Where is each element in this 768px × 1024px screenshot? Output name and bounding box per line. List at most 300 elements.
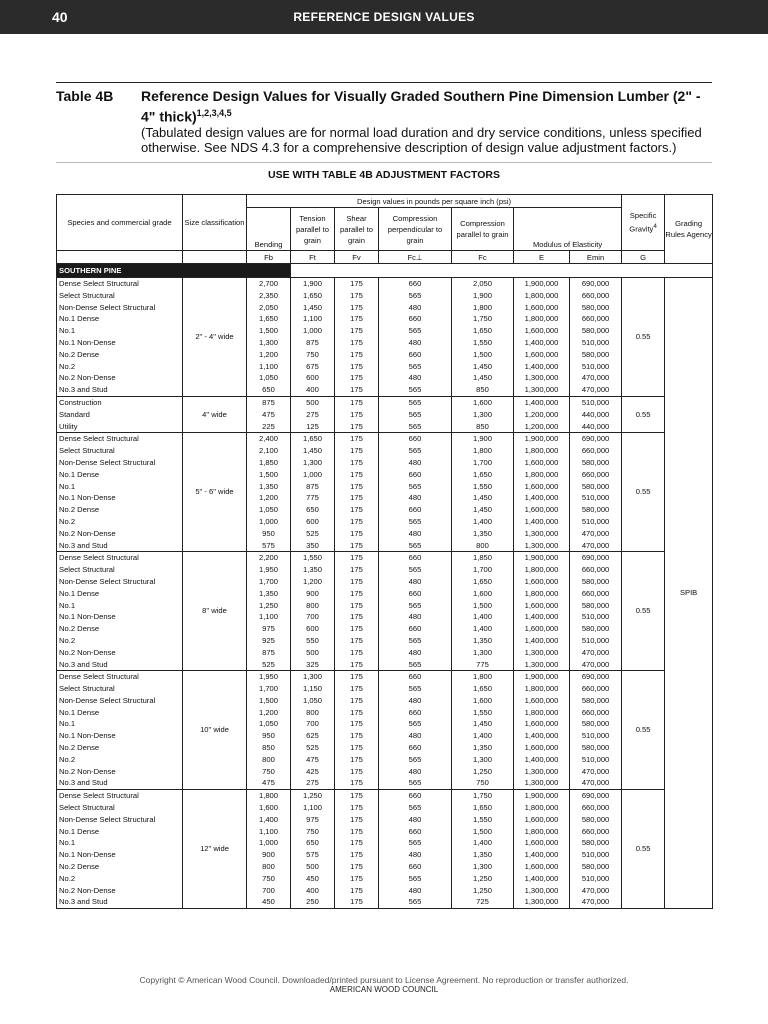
comp-par-value: 1,700 xyxy=(452,564,514,576)
table-row xyxy=(57,278,713,290)
moe-min-value: 510,000 xyxy=(570,361,622,373)
species-grade: No.2 Dense xyxy=(57,861,183,873)
tension-value: 775 xyxy=(291,492,335,504)
tension-value: 625 xyxy=(291,730,335,742)
species-grade: No.2 Non-Dense xyxy=(57,885,183,897)
moe-value: 1,600,000 xyxy=(514,325,570,337)
comp-perp-value: 660 xyxy=(379,433,452,445)
moe-value: 1,400,000 xyxy=(514,849,570,861)
bending-value: 950 xyxy=(247,528,291,540)
shear-value: 175 xyxy=(335,469,379,481)
shear-value: 175 xyxy=(335,576,379,588)
tension-value: 600 xyxy=(291,372,335,384)
comp-perp-value: 660 xyxy=(379,671,452,683)
col-symbol-blank xyxy=(183,251,247,264)
tension-value: 1,000 xyxy=(291,325,335,337)
moe-min-value: 470,000 xyxy=(570,896,622,908)
bending-value: 475 xyxy=(247,777,291,789)
comp-perp-value: 565 xyxy=(379,481,452,493)
comp-par-value: 1,300 xyxy=(452,647,514,659)
bending-value: 1,950 xyxy=(247,564,291,576)
comp-perp-value: 565 xyxy=(379,896,452,908)
col-header-design-values: Design values in pounds per square inch (psi) xyxy=(247,195,622,208)
species-grade: No.2 Non-Dense xyxy=(57,372,183,384)
moe-min-value: 470,000 xyxy=(570,647,622,659)
comp-perp-value: 480 xyxy=(379,457,452,469)
comp-par-value: 1,600 xyxy=(452,695,514,707)
tension-value: 250 xyxy=(291,896,335,908)
moe-value: 1,900,000 xyxy=(514,552,570,564)
moe-value: 1,300,000 xyxy=(514,528,570,540)
bending-value: 1,700 xyxy=(247,683,291,695)
col-header-shear: Shear parallel to grain xyxy=(335,208,379,251)
size-classification: 4" wide xyxy=(183,396,247,432)
bending-value: 800 xyxy=(247,861,291,873)
table-row xyxy=(57,528,713,540)
comp-perp-value: 565 xyxy=(379,445,452,457)
tension-value: 1,450 xyxy=(291,445,335,457)
shear-value: 175 xyxy=(335,290,379,302)
comp-perp-value: 480 xyxy=(379,766,452,778)
table-row xyxy=(57,647,713,659)
comp-par-value: 750 xyxy=(452,777,514,789)
comp-perp-value: 480 xyxy=(379,730,452,742)
tension-value: 1,650 xyxy=(291,433,335,445)
species-grade: Non-Dense Select Structural xyxy=(57,814,183,826)
comp-par-value: 850 xyxy=(452,384,514,396)
moe-min-value: 580,000 xyxy=(570,742,622,754)
comp-perp-value: 565 xyxy=(379,683,452,695)
table-row xyxy=(57,409,713,421)
shear-value: 175 xyxy=(335,396,379,408)
comp-par-value: 1,600 xyxy=(452,588,514,600)
table-row xyxy=(57,349,713,361)
tension-value: 550 xyxy=(291,635,335,647)
table-note: (Tabulated design values are for normal load duration and dry service conditions, unless specified otherwise. See NDS 4.3 for a comprehensive description of design value adjustment factors.) xyxy=(141,125,702,155)
tension-value: 1,050 xyxy=(291,695,335,707)
grading-agency-value: SPIB xyxy=(665,278,713,909)
shear-value: 175 xyxy=(335,707,379,719)
design-values-table xyxy=(56,194,713,909)
table-row xyxy=(57,372,713,384)
species-grade: No.1 Non-Dense xyxy=(57,849,183,861)
species-grade: No.2 Dense xyxy=(57,623,183,635)
species-grade: No.2 Dense xyxy=(57,349,183,361)
page-number: 40 xyxy=(52,9,68,25)
shear-value: 175 xyxy=(335,754,379,766)
moe-min-value: 580,000 xyxy=(570,504,622,516)
comp-par-value: 1,450 xyxy=(452,492,514,504)
moe-value: 1,300,000 xyxy=(514,885,570,897)
tension-value: 525 xyxy=(291,528,335,540)
moe-value: 1,600,000 xyxy=(514,349,570,361)
comp-par-value: 1,350 xyxy=(452,742,514,754)
moe-min-value: 690,000 xyxy=(570,278,622,290)
moe-min-value: 510,000 xyxy=(570,849,622,861)
specific-gravity-value: 0.55 xyxy=(622,790,665,909)
moe-min-value: 580,000 xyxy=(570,302,622,314)
species-grade: No.2 Dense xyxy=(57,504,183,516)
moe-min-value: 510,000 xyxy=(570,611,622,623)
moe-value: 1,400,000 xyxy=(514,730,570,742)
comp-perp-value: 565 xyxy=(379,802,452,814)
species-grade: Dense Select Structural xyxy=(57,278,183,290)
shear-value: 175 xyxy=(335,647,379,659)
bending-value: 2,100 xyxy=(247,445,291,457)
comp-par-value: 1,400 xyxy=(452,623,514,635)
moe-value: 1,300,000 xyxy=(514,777,570,789)
comp-perp-value: 660 xyxy=(379,861,452,873)
moe-min-value: 660,000 xyxy=(570,802,622,814)
comp-perp-value: 480 xyxy=(379,302,452,314)
species-grade: Dense Select Structural xyxy=(57,671,183,683)
comp-perp-value: 565 xyxy=(379,516,452,528)
comp-perp-value: 565 xyxy=(379,600,452,612)
species-grade: Non-Dense Select Structural xyxy=(57,695,183,707)
tension-value: 1,100 xyxy=(291,313,335,325)
moe-value: 1,300,000 xyxy=(514,540,570,552)
moe-min-value: 660,000 xyxy=(570,707,622,719)
table-row xyxy=(57,695,713,707)
table-row xyxy=(57,671,713,683)
table-row xyxy=(57,837,713,849)
bending-value: 1,050 xyxy=(247,372,291,384)
moe-min-value: 690,000 xyxy=(570,433,622,445)
moe-value: 1,900,000 xyxy=(514,790,570,802)
bending-value: 875 xyxy=(247,647,291,659)
copyright-notice: Copyright © American Wood Council. Downloaded/printed pursuant to License Agreement. No reproduction or transfer authorized. xyxy=(139,975,629,985)
bending-value: 900 xyxy=(247,849,291,861)
moe-min-value: 660,000 xyxy=(570,290,622,302)
bending-value: 1,400 xyxy=(247,814,291,826)
shear-value: 175 xyxy=(335,588,379,600)
bending-value: 1,100 xyxy=(247,611,291,623)
col-symbol-ft: Ft xyxy=(291,251,335,264)
comp-par-value: 1,750 xyxy=(452,313,514,325)
comp-par-value: 1,900 xyxy=(452,290,514,302)
moe-value: 1,600,000 xyxy=(514,481,570,493)
comp-par-value: 1,400 xyxy=(452,730,514,742)
comp-par-value: 1,650 xyxy=(452,325,514,337)
comp-perp-value: 660 xyxy=(379,742,452,754)
moe-min-value: 580,000 xyxy=(570,718,622,730)
table-row xyxy=(57,433,713,445)
shear-value: 175 xyxy=(335,302,379,314)
moe-value: 1,600,000 xyxy=(514,742,570,754)
species-grade: No.2 Non-Dense xyxy=(57,528,183,540)
table-row xyxy=(57,635,713,647)
comp-par-value: 1,750 xyxy=(452,790,514,802)
comp-perp-value: 660 xyxy=(379,278,452,290)
table-row xyxy=(57,826,713,838)
species-grade: Select Structural xyxy=(57,802,183,814)
tension-value: 975 xyxy=(291,814,335,826)
moe-min-value: 660,000 xyxy=(570,469,622,481)
comp-par-value: 1,450 xyxy=(452,372,514,384)
tension-value: 500 xyxy=(291,861,335,873)
moe-value: 1,600,000 xyxy=(514,600,570,612)
species-grade: Dense Select Structural xyxy=(57,790,183,802)
table-row xyxy=(57,313,713,325)
tension-value: 1,150 xyxy=(291,683,335,695)
size-classification: 5" - 6" wide xyxy=(183,433,247,552)
section-heading: REFERENCE DESIGN VALUES xyxy=(293,10,475,24)
tension-value: 700 xyxy=(291,611,335,623)
bending-value: 925 xyxy=(247,635,291,647)
shear-value: 175 xyxy=(335,635,379,647)
table-row xyxy=(57,384,713,396)
tension-value: 275 xyxy=(291,777,335,789)
moe-value: 1,900,000 xyxy=(514,278,570,290)
table-row xyxy=(57,777,713,789)
comp-perp-value: 565 xyxy=(379,659,452,671)
moe-min-value: 510,000 xyxy=(570,730,622,742)
table-row xyxy=(57,469,713,481)
tension-value: 650 xyxy=(291,504,335,516)
bending-value: 950 xyxy=(247,730,291,742)
table-row xyxy=(57,600,713,612)
comp-par-value: 1,700 xyxy=(452,457,514,469)
moe-min-value: 510,000 xyxy=(570,754,622,766)
bending-value: 1,350 xyxy=(247,588,291,600)
comp-perp-value: 660 xyxy=(379,623,452,635)
comp-par-value: 1,650 xyxy=(452,683,514,695)
comp-perp-value: 565 xyxy=(379,718,452,730)
comp-perp-value: 660 xyxy=(379,349,452,361)
species-grade: No.3 and Stud xyxy=(57,540,183,552)
tension-value: 800 xyxy=(291,707,335,719)
shear-value: 175 xyxy=(335,802,379,814)
bending-value: 1,200 xyxy=(247,349,291,361)
tension-value: 1,250 xyxy=(291,790,335,802)
shear-value: 175 xyxy=(335,766,379,778)
species-grade: Select Structural xyxy=(57,564,183,576)
shear-value: 175 xyxy=(335,384,379,396)
tension-value: 750 xyxy=(291,349,335,361)
comp-par-value: 1,250 xyxy=(452,873,514,885)
bending-value: 975 xyxy=(247,623,291,635)
species-grade: No.2 Non-Dense xyxy=(57,766,183,778)
comp-par-value: 1,400 xyxy=(452,837,514,849)
moe-min-value: 440,000 xyxy=(570,409,622,421)
table-row xyxy=(57,849,713,861)
col-symbol-g: G xyxy=(622,251,665,264)
species-grade: No.1 xyxy=(57,481,183,493)
bending-value: 850 xyxy=(247,742,291,754)
species-grade: No.2 xyxy=(57,361,183,373)
moe-value: 1,400,000 xyxy=(514,635,570,647)
species-grade: No.2 xyxy=(57,873,183,885)
moe-value: 1,800,000 xyxy=(514,445,570,457)
comp-perp-value: 565 xyxy=(379,325,452,337)
comp-par-value: 775 xyxy=(452,659,514,671)
size-classification: 2" - 4" wide xyxy=(183,278,247,397)
shear-value: 175 xyxy=(335,790,379,802)
species-grade: No.1 xyxy=(57,600,183,612)
table-row xyxy=(57,564,713,576)
moe-min-value: 510,000 xyxy=(570,516,622,528)
moe-value: 1,600,000 xyxy=(514,302,570,314)
moe-value: 1,300,000 xyxy=(514,372,570,384)
comp-par-value: 1,550 xyxy=(452,337,514,349)
shear-value: 175 xyxy=(335,718,379,730)
shear-value: 175 xyxy=(335,361,379,373)
moe-min-value: 510,000 xyxy=(570,635,622,647)
bending-value: 750 xyxy=(247,766,291,778)
moe-value: 1,600,000 xyxy=(514,718,570,730)
bending-value: 2,350 xyxy=(247,290,291,302)
species-grade: No.1 Non-Dense xyxy=(57,730,183,742)
species-grade: No.2 Non-Dense xyxy=(57,647,183,659)
comp-perp-value: 480 xyxy=(379,695,452,707)
comp-par-value: 1,800 xyxy=(452,302,514,314)
moe-min-value: 660,000 xyxy=(570,564,622,576)
shear-value: 175 xyxy=(335,659,379,671)
comp-perp-value: 565 xyxy=(379,421,452,433)
comp-perp-value: 565 xyxy=(379,837,452,849)
species-grade: No.2 xyxy=(57,635,183,647)
bending-value: 1,200 xyxy=(247,492,291,504)
table-row xyxy=(57,337,713,349)
comp-perp-value: 480 xyxy=(379,885,452,897)
col-symbol-fcperp: Fc⊥ xyxy=(379,251,452,264)
tension-value: 675 xyxy=(291,361,335,373)
moe-value: 1,300,000 xyxy=(514,896,570,908)
moe-min-value: 660,000 xyxy=(570,313,622,325)
species-grade: Standard xyxy=(57,409,183,421)
tension-value: 750 xyxy=(291,826,335,838)
comp-par-value: 1,600 xyxy=(452,396,514,408)
moe-min-value: 470,000 xyxy=(570,766,622,778)
table-row xyxy=(57,742,713,754)
bending-value: 1,250 xyxy=(247,600,291,612)
shear-value: 175 xyxy=(335,433,379,445)
table-row xyxy=(57,730,713,742)
comp-par-value: 1,650 xyxy=(452,802,514,814)
tension-value: 1,300 xyxy=(291,457,335,469)
tension-value: 525 xyxy=(291,742,335,754)
moe-value: 1,300,000 xyxy=(514,659,570,671)
moe-min-value: 470,000 xyxy=(570,659,622,671)
bending-value: 875 xyxy=(247,396,291,408)
shear-value: 175 xyxy=(335,445,379,457)
tension-value: 600 xyxy=(291,623,335,635)
bending-value: 475 xyxy=(247,409,291,421)
shear-value: 175 xyxy=(335,564,379,576)
comp-par-value: 1,450 xyxy=(452,504,514,516)
specific-gravity-value: 0.55 xyxy=(622,671,665,790)
specific-gravity-value: 0.55 xyxy=(622,433,665,552)
species-grade: No.1 Dense xyxy=(57,469,183,481)
comp-par-value: 1,550 xyxy=(452,814,514,826)
bending-value: 2,200 xyxy=(247,552,291,564)
col-header-comp-par: Compression parallel to grain xyxy=(452,208,514,251)
shear-value: 175 xyxy=(335,457,379,469)
shear-value: 175 xyxy=(335,528,379,540)
col-header-bending: Bending xyxy=(247,208,291,251)
species-grade: Dense Select Structural xyxy=(57,552,183,564)
moe-min-value: 660,000 xyxy=(570,826,622,838)
moe-value: 1,600,000 xyxy=(514,623,570,635)
moe-value: 1,400,000 xyxy=(514,611,570,623)
species-grade: No.1 Non-Dense xyxy=(57,492,183,504)
moe-value: 1,900,000 xyxy=(514,671,570,683)
bending-value: 225 xyxy=(247,421,291,433)
comp-perp-value: 660 xyxy=(379,313,452,325)
comp-perp-value: 660 xyxy=(379,790,452,802)
species-grade: No.2 Dense xyxy=(57,742,183,754)
table-row xyxy=(57,885,713,897)
table-row xyxy=(57,659,713,671)
moe-min-value: 440,000 xyxy=(570,421,622,433)
comp-perp-value: 480 xyxy=(379,849,452,861)
tension-value: 650 xyxy=(291,837,335,849)
moe-value: 1,800,000 xyxy=(514,683,570,695)
col-symbol-fc: Fc xyxy=(452,251,514,264)
tension-value: 1,550 xyxy=(291,552,335,564)
table-row xyxy=(57,683,713,695)
tension-value: 350 xyxy=(291,540,335,552)
comp-perp-value: 565 xyxy=(379,635,452,647)
shear-value: 175 xyxy=(335,540,379,552)
table-row xyxy=(57,481,713,493)
bending-value: 1,800 xyxy=(247,790,291,802)
moe-value: 1,400,000 xyxy=(514,361,570,373)
species-grade: No.2 xyxy=(57,516,183,528)
comp-perp-value: 660 xyxy=(379,707,452,719)
moe-value: 1,800,000 xyxy=(514,588,570,600)
moe-value: 1,800,000 xyxy=(514,313,570,325)
tension-value: 700 xyxy=(291,718,335,730)
tension-value: 875 xyxy=(291,481,335,493)
species-grade: Dense Select Structural xyxy=(57,433,183,445)
moe-min-value: 470,000 xyxy=(570,885,622,897)
table-row xyxy=(57,576,713,588)
shear-value: 175 xyxy=(335,730,379,742)
moe-value: 1,800,000 xyxy=(514,564,570,576)
species-grade: Select Structural xyxy=(57,445,183,457)
tension-value: 575 xyxy=(291,849,335,861)
tension-value: 425 xyxy=(291,766,335,778)
shear-value: 175 xyxy=(335,683,379,695)
species-grade: Select Structural xyxy=(57,683,183,695)
bending-value: 1,600 xyxy=(247,802,291,814)
moe-value: 1,600,000 xyxy=(514,861,570,873)
species-grade: No.1 Dense xyxy=(57,588,183,600)
tension-value: 800 xyxy=(291,600,335,612)
shear-value: 175 xyxy=(335,837,379,849)
shear-value: 175 xyxy=(335,849,379,861)
species-grade: Non-Dense Select Structural xyxy=(57,457,183,469)
shear-value: 175 xyxy=(335,611,379,623)
col-symbol-fv: Fv xyxy=(335,251,379,264)
bending-value: 1,350 xyxy=(247,481,291,493)
comp-perp-value: 480 xyxy=(379,372,452,384)
comp-perp-value: 480 xyxy=(379,492,452,504)
moe-min-value: 580,000 xyxy=(570,349,622,361)
tension-value: 1,300 xyxy=(291,671,335,683)
col-symbol-emin: Emin xyxy=(570,251,622,264)
comp-par-value: 1,500 xyxy=(452,600,514,612)
shear-value: 175 xyxy=(335,409,379,421)
tension-value: 1,000 xyxy=(291,469,335,481)
bending-value: 650 xyxy=(247,384,291,396)
moe-min-value: 660,000 xyxy=(570,445,622,457)
bending-value: 1,700 xyxy=(247,576,291,588)
table-row xyxy=(57,814,713,826)
moe-min-value: 510,000 xyxy=(570,873,622,885)
bending-value: 1,000 xyxy=(247,516,291,528)
